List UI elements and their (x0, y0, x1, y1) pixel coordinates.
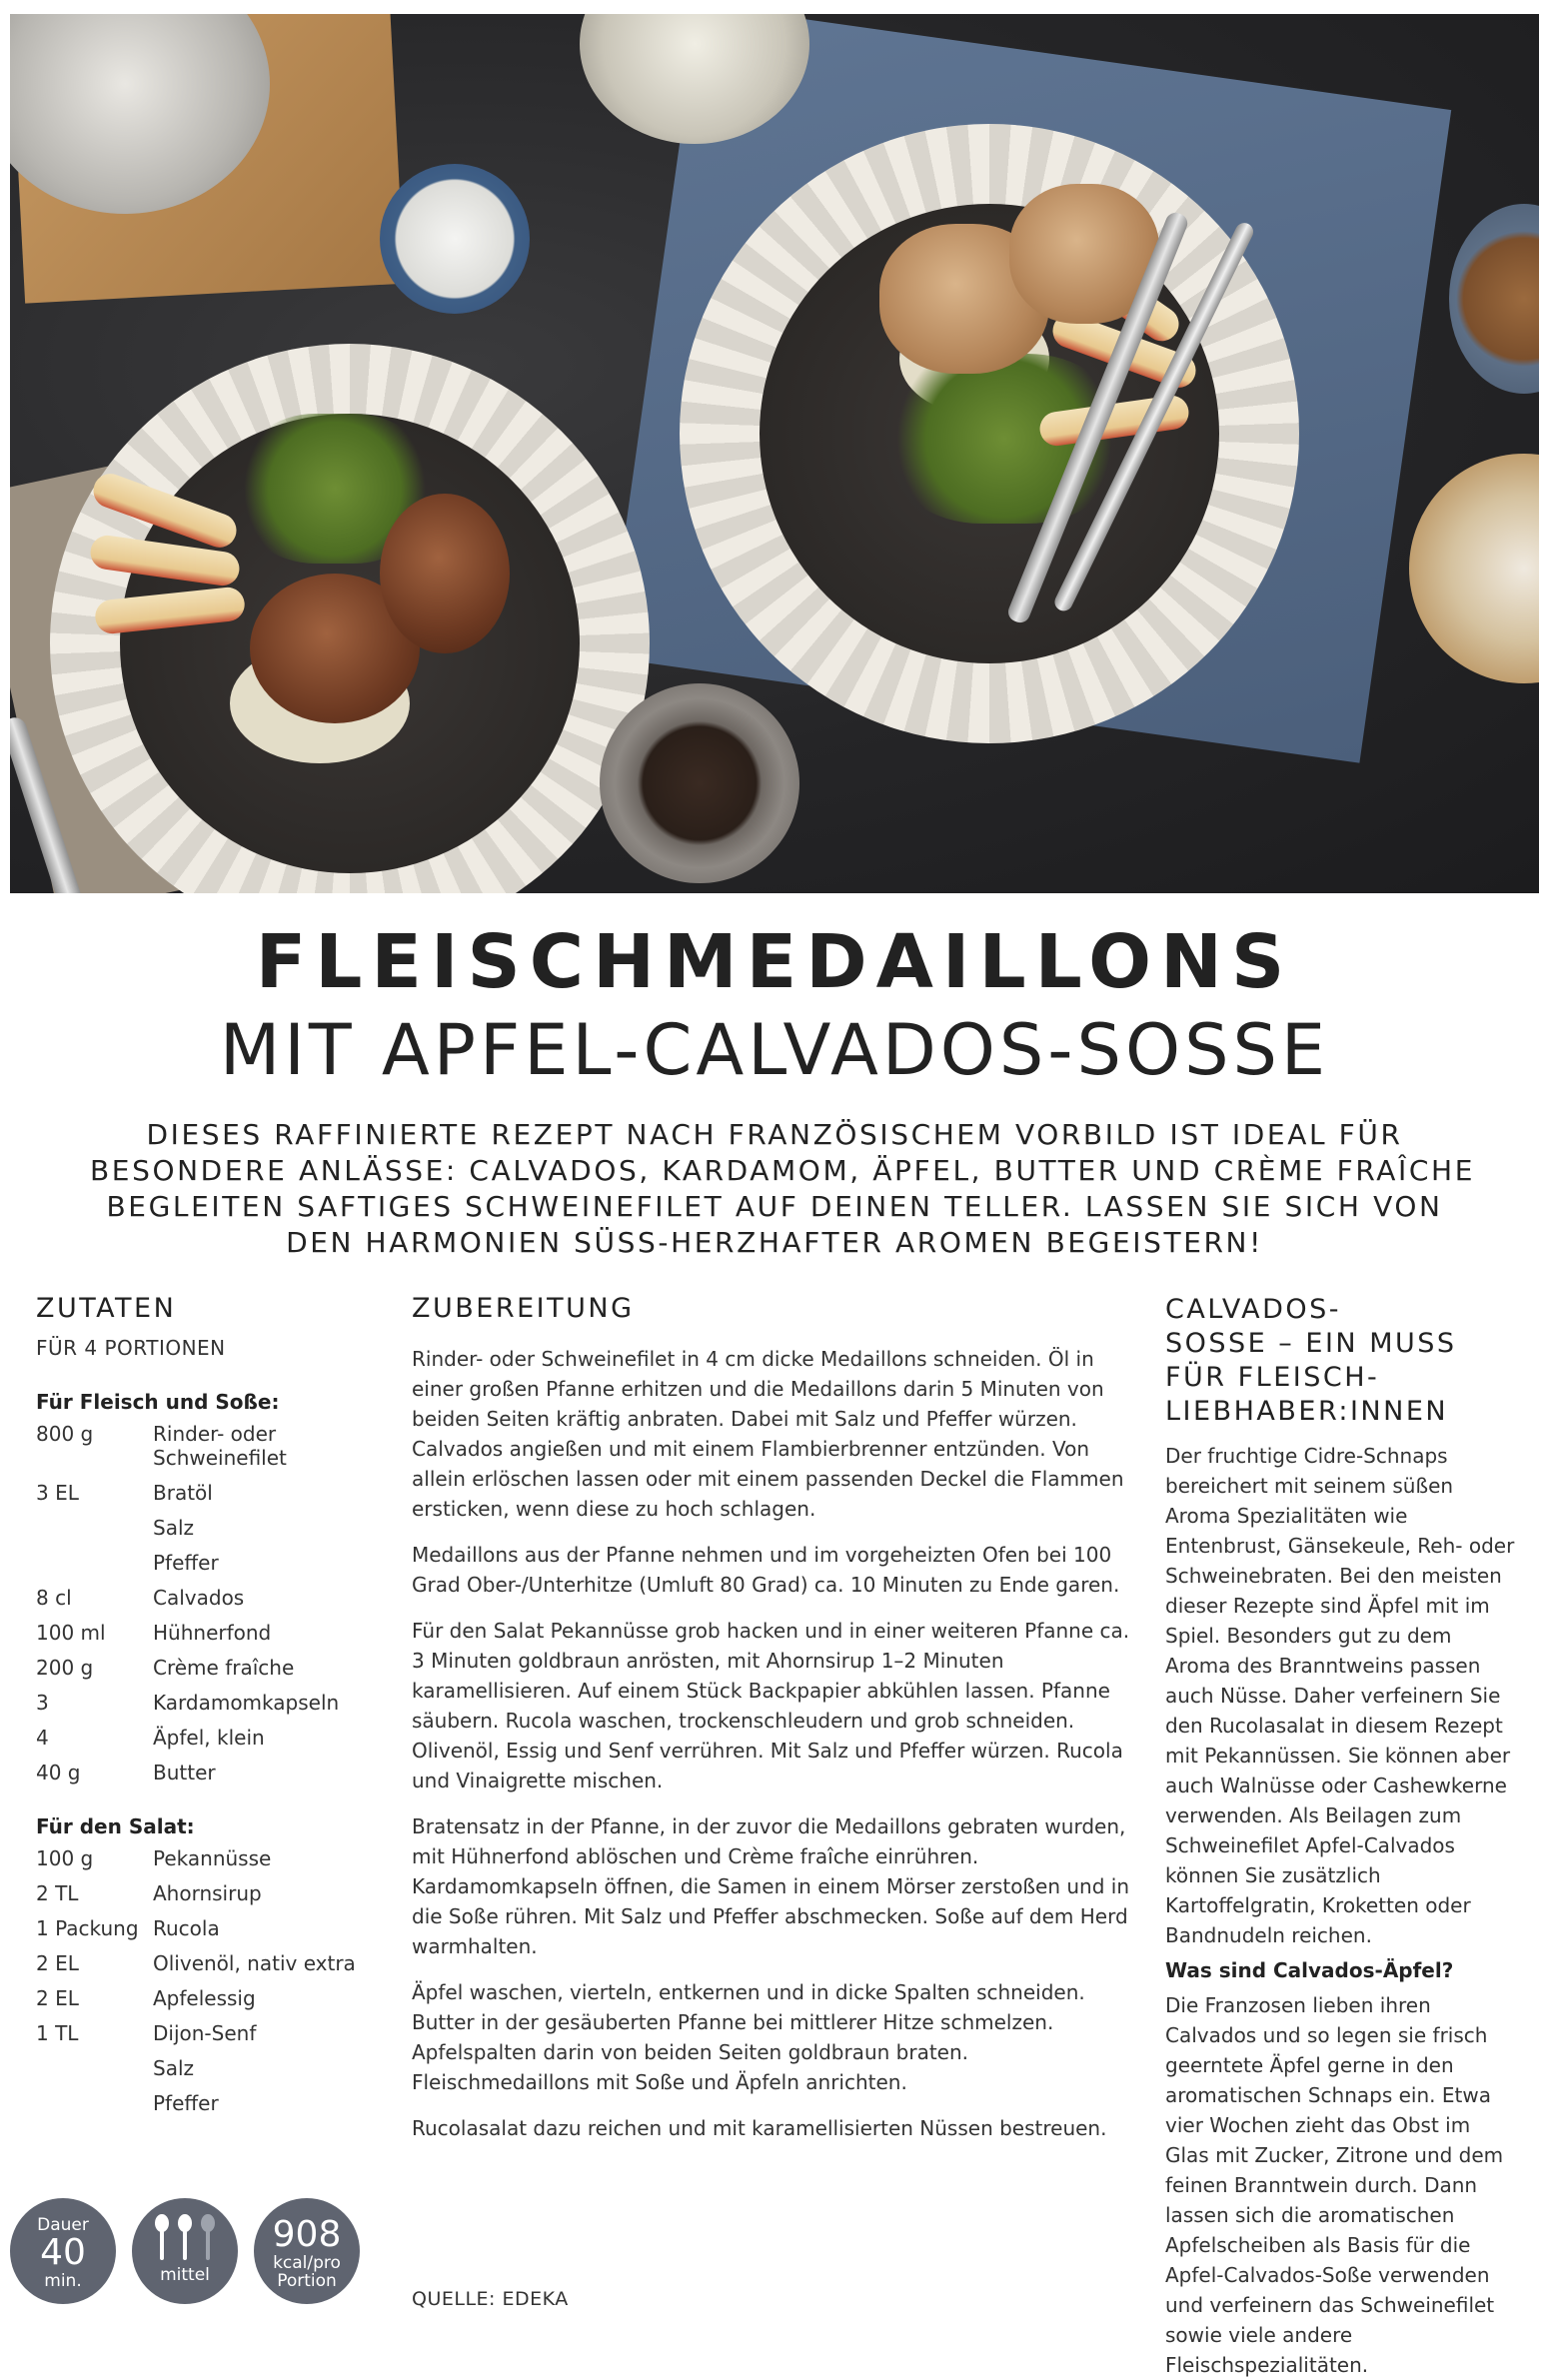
ingredient-row (36, 1516, 396, 1540)
ingredient-name: Ahornsirup (153, 1881, 262, 1905)
nuts-bowl (1449, 204, 1539, 394)
ingredient-name: Salz (153, 2056, 195, 2080)
ingredient-qty: 3 (36, 1691, 49, 1715)
duration-badge (10, 2198, 116, 2304)
hero-food-photo (10, 14, 1539, 893)
ingredient-row (36, 1691, 396, 1715)
ingredient-row (36, 1986, 396, 2010)
preparation-step: Bratensatz in der Pfanne, in der zuvor die Medaillons gebraten wurden, mit Hühnerfond ablöschen und Crème fraîche einrühren. Kardamomkapseln öffnen, die Samen in einem Mörser zerstoßen und in die Soße rühren. Mit Salz und Pfeffer abschmecken. Soße auf dem Herd warmhalten. (412, 1814, 1129, 1958)
preparation-column (412, 1293, 1141, 2159)
duration-label: Dauer (37, 2215, 89, 2235)
title-line-2: MIT APFEL-CALVADOS-SOSSE (219, 1009, 1330, 1091)
plate-right (680, 124, 1299, 743)
calvados-sidebar (1165, 1293, 1515, 2380)
preparation-heading: ZUBEREITUNG (412, 1293, 635, 1324)
ingredient-group-title: Für Fleisch und Soße: (36, 1390, 280, 1414)
coaster-glass (1409, 454, 1539, 683)
sidebar-question: Was sind Calvados-Äpfel? (1165, 1958, 1454, 1982)
portions: FÜR 4 PORTIONEN (36, 1336, 226, 1360)
intro-line: BESONDERE ANLÄSSE: CALVADOS, KARDAMOM, ÄPFEL, BUTTER UND CRÈME FRAÎCHE (90, 1154, 1475, 1187)
ingredients-column (36, 1293, 396, 2115)
ingredient-name: Kardamomkapseln (153, 1691, 340, 1715)
salt-bowl (380, 164, 530, 314)
plate-left (50, 344, 650, 893)
difficulty-spoons (132, 2214, 238, 2260)
duration-unit: min. (44, 2271, 82, 2291)
ingredient-qty: 200 g (36, 1656, 94, 1680)
ingredient-row (36, 1422, 396, 1470)
ingredient-qty: 40 g (36, 1761, 81, 1785)
ingredient-qty: 1 Packung (36, 1916, 139, 1940)
ingredient-row (36, 2021, 396, 2045)
ingredient-qty (36, 1551, 153, 1575)
ingredient-qty: 800 g (36, 1422, 94, 1446)
difficulty-label: mittel (160, 2265, 210, 2285)
kcal-value: 908 (272, 2214, 342, 2255)
pepper-bowl (600, 683, 799, 883)
difficulty-badge (132, 2198, 238, 2304)
ingredient-name: Rinder- oder Schweinefilet (153, 1422, 287, 1470)
ingredient-qty: 1 TL (36, 2021, 79, 2045)
ingredients-heading: ZUTATEN (36, 1293, 177, 1324)
ingredient-row (36, 2091, 396, 2115)
ingredient-name: Apfelessig (153, 1986, 256, 2010)
ingredient-qty (36, 2091, 153, 2115)
ingredient-name: Dijon-Senf (153, 2021, 257, 2045)
ingredient-row (36, 1761, 396, 1785)
ingredient-qty: 2 EL (36, 1986, 79, 2010)
spoon-icon (201, 2214, 215, 2260)
ingredient-row (36, 1586, 396, 1610)
kcal-badge (254, 2198, 360, 2304)
ingredient-name: Hühnerfond (153, 1621, 272, 1645)
ingredient-name: Rucola (153, 1916, 220, 1940)
ingredient-row (36, 1881, 396, 1905)
preparation-step: Äpfel waschen, vierteln, entkernen und in dicke Spalten schneiden. Butter in der gesäuberten Pfanne bei mittlerer Hitze schmelzen. Apfelspalten darin von beiden Seiten goldbraun braten. Fleischmedaillons mit Soße und Äpfeln anrichten. (412, 1980, 1085, 2094)
sidebar-heading: CALVADOS- SOSSE – EIN MUSS FÜR FLEISCH- LIEBHABER:INNEN (1165, 1294, 1457, 1427)
spoon-icon (155, 2214, 169, 2260)
ingredient-group-title: Für den Salat: (36, 1814, 195, 1838)
ingredient-row (36, 1481, 396, 1505)
ingredient-row (36, 1656, 396, 1680)
intro-line: DIESES RAFFINIERTE REZEPT NACH FRANZÖSISCHEM VORBILD IST IDEAL FÜR (146, 1118, 1403, 1151)
intro-text (90, 1117, 1475, 1261)
preparation-step: Rucolasalat dazu reichen und mit karamellisierten Nüssen bestreuen. (412, 2116, 1107, 2140)
ingredient-row (36, 1916, 396, 1940)
ingredient-qty: 2 EL (36, 1951, 79, 1975)
ingredient-qty: 8 cl (36, 1586, 72, 1610)
ingredient-row (36, 2056, 396, 2080)
ingredient-row (36, 1551, 396, 1575)
sidebar-paragraph: Der fruchtige Cidre-Schnaps bereichert mit seinem süßen Aroma Spezialitäten wie Entenbrust, Gänsekeule, Reh- oder Schweinebraten. Bei den meisten dieser Rezepte sind Äpfel mit im Spiel. Besonders gut zu dem Aroma des Branntweins passen auch Nüsse. Daher verfeinern Sie den Rucolasalat in diesem Rezept mit Pekannüssen. Sie können aber auch Walnüsse oder Cashewkerne verwenden. Als Beilagen zum Schweinefilet Apfel-Calvados können Sie zusätzlich Kartoffelgratin, Kroketten oder Bandnudeln reichen. (1165, 1444, 1515, 1947)
spoon-icon (178, 2214, 192, 2260)
ingredient-row (36, 1846, 396, 1870)
intro-line: DEN HARMONIEN SÜSS-HERZHAFTER AROMEN BEGEISTERN! (286, 1226, 1263, 1259)
ingredient-name: Äpfel, klein (153, 1726, 265, 1750)
ingredient-name: Calvados (153, 1586, 245, 1610)
ingredient-qty (36, 2056, 153, 2080)
ingredient-qty (36, 1516, 153, 1540)
preparation-step: Medaillons aus der Pfanne nehmen und im vorgeheizten Ofen bei 100 Grad Ober-/Unterhitze (Umluft 80 Grad) ca. 10 Minuten zu Ende garen. (412, 1543, 1120, 1597)
ingredient-name: Pfeffer (153, 2091, 219, 2115)
ingredient-name: Salz (153, 1516, 195, 1540)
ingredient-qty: 100 g (36, 1846, 94, 1870)
intro-line: BEGLEITEN SAFTIGES SCHWEINEFILET AUF DEINEN TELLER. LASSEN SIE SICH VON (106, 1190, 1443, 1223)
ingredient-qty: 2 TL (36, 1881, 79, 1905)
ingredient-row (36, 1621, 396, 1645)
kcal-per: Portion (277, 2271, 337, 2291)
ingredient-qty: 3 EL (36, 1481, 79, 1505)
ingredient-name: Pfeffer (153, 1551, 219, 1575)
ingredient-qty: 100 ml (36, 1621, 106, 1645)
ingredient-name: Butter (153, 1761, 216, 1785)
ingredient-name: Crème fraîche (153, 1656, 295, 1680)
sidebar-paragraph: Die Franzosen lieben ihren Calvados und so legen sie frisch geerntete Äpfel gerne in den aromatischen Schnaps ein. Etwa vier Wochen zieht das Obst im Glas mit Zucker, Zitrone und dem feinen Branntwein durch. Dann lassen sich die aromatischen Apfelscheiben als Basis für die Apfel-Calvados-Soße verwenden und verfeinern das Schweinefilet sowie viele andere Fleischspezialitäten. (1165, 1993, 1504, 2377)
kcal-unit: kcal/pro (273, 2253, 341, 2273)
ingredient-qty: 4 (36, 1726, 49, 1750)
source-credit: QUELLE: EDEKA (412, 2288, 569, 2310)
ingredient-row (36, 1726, 396, 1750)
ingredient-name: Pekannüsse (153, 1846, 272, 1870)
preparation-step: Für den Salat Pekannüsse grob hacken und in einer weiteren Pfanne ca. 3 Minuten goldbraun anrösten, mit Ahornsirup 1–2 Minuten karamellisieren. Auf einem Stück Backpapier abkühlen lassen. Pfanne säubern. Rucola waschen, trockenschleudern und grob schneiden. Olivenöl, Essig und Senf verrühren. Mit Salz und Pfeffer würzen. Rucola und Vinaigrette mischen. (412, 1619, 1130, 1792)
ingredient-name: Bratöl (153, 1481, 213, 1505)
duration-value: 40 (40, 2232, 86, 2273)
ingredient-row (36, 1951, 396, 1975)
title-line-1: FLEISCHMEDAILLONS (255, 919, 1294, 1005)
ingredient-name: Olivenöl, nativ extra (153, 1951, 356, 1975)
preparation-step: Rinder- oder Schweinefilet in 4 cm dicke Medaillons schneiden. Öl in einer großen Pfanne erhitzen und die Medaillons darin 5 Minuten von beiden Seiten kräftig anbraten. Dabei mit Salz und Pfeffer würzen. Calvados angießen und mit einem Flambierbrenner entzünden. Von allein erlöschen lassen oder mit einem passenden Deckel die Flammen ersticken, wenn diese zu hoch schlagen. (412, 1347, 1124, 1521)
